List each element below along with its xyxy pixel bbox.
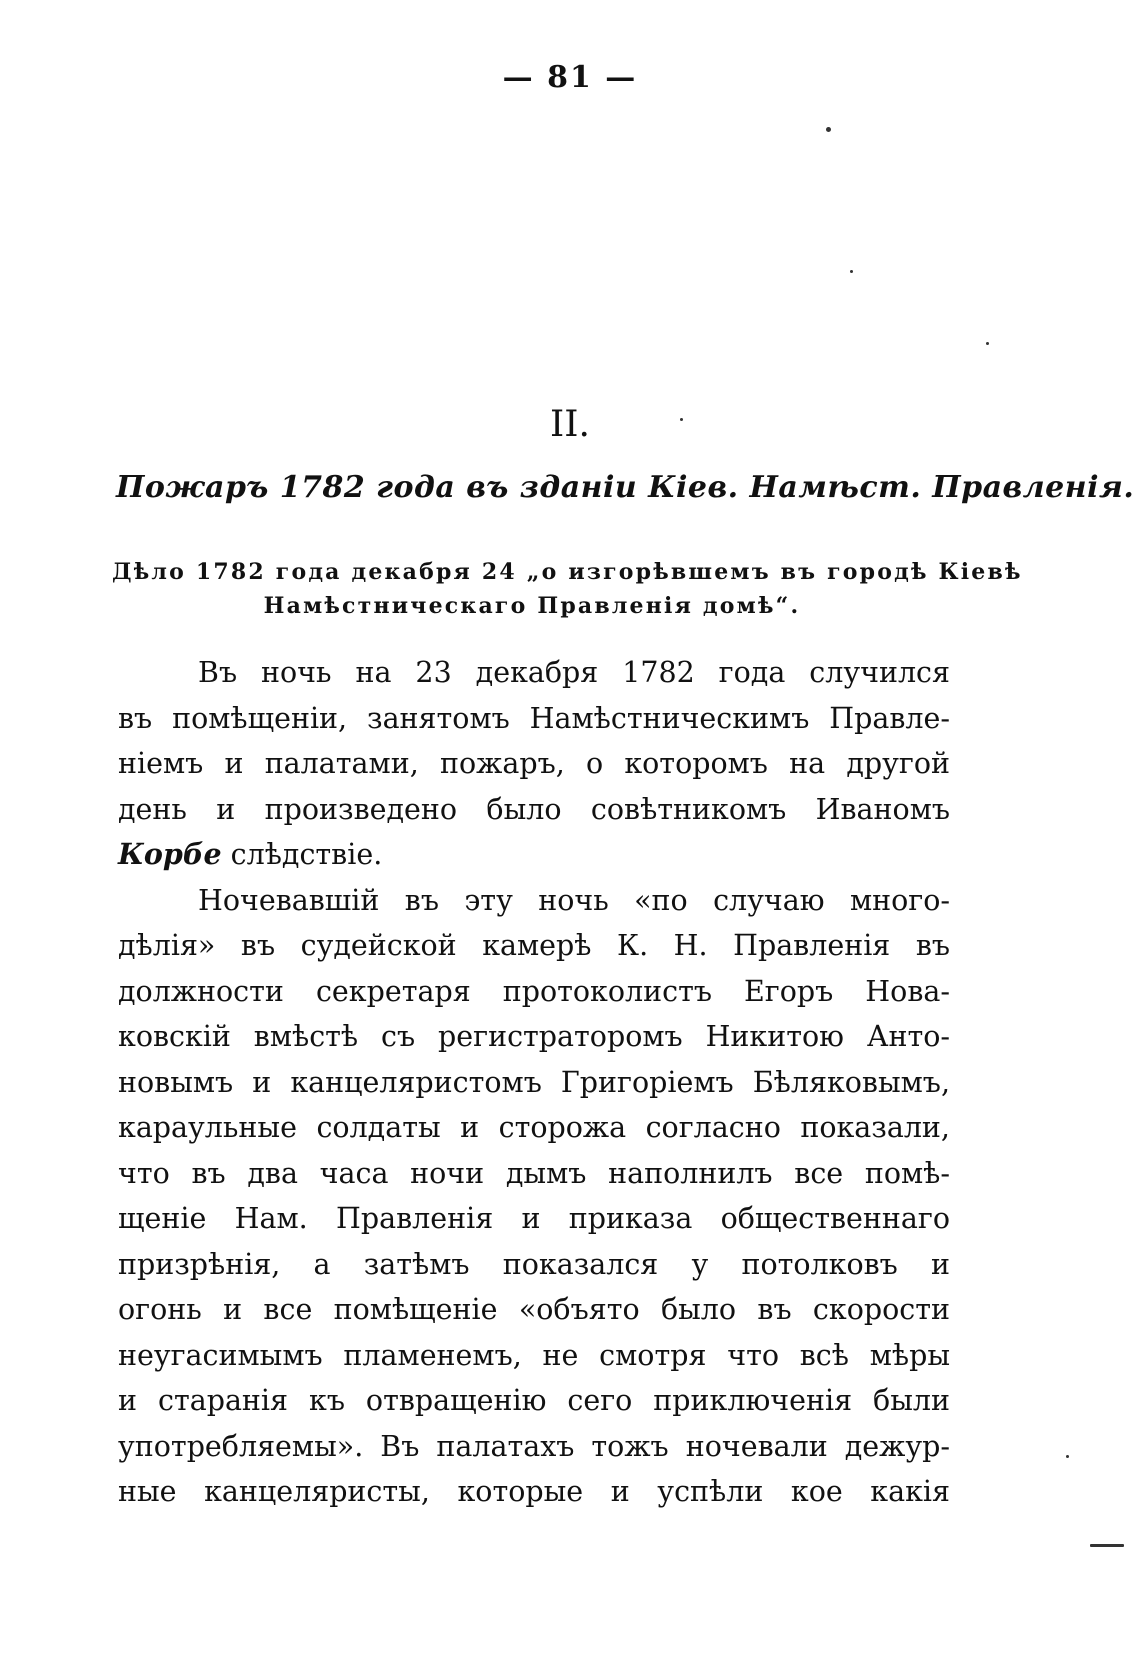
paragraph-line-rest: слѣдствіе. (221, 838, 383, 871)
paragraph-line: ніемъ и палатами, пожаръ, о которомъ на другой (118, 747, 950, 780)
paragraph-line: караульные солдаты и сторожа согласно показали, (118, 1111, 950, 1144)
paragraph-line: щеніе Нам. Правленія и приказа общественнаго (118, 1202, 950, 1235)
paragraph-line (118, 832, 950, 878)
paragraph-line: огонь и все помѣщеніе «объято было въ скорости (118, 1293, 950, 1326)
scan-speck (680, 418, 683, 421)
section-subtitle: Пожаръ 1782 года въ зданіи Кіев. Намѣст. Правленія. (116, 470, 1135, 505)
scan-speck (826, 127, 831, 132)
paragraph-line: неугасимымъ пламенемъ, не смотря что всѣ мѣры (118, 1338, 950, 1372)
paragraph-line: Въ ночь на 23 декабря 1782 года случился (198, 656, 950, 689)
page-number: — 81 — (502, 60, 638, 95)
scan-speck (1066, 1455, 1069, 1458)
body-text (118, 650, 950, 1515)
paragraph-line: и старанія къ отвращенію сего приключенія были (118, 1384, 950, 1417)
paragraph-line: что въ два часа ночи дымъ наполнилъ все помѣ- (118, 1156, 950, 1190)
paragraph-line: ковскій вмѣстѣ съ регистраторомъ Никитою Анто- (118, 1020, 950, 1053)
paragraph-line: дѣлія» въ судейской камерѣ К. Н. Правленія въ (118, 929, 950, 962)
case-title-line: Дѣло 1782 года декабря 24 „о изгорѣвшемъ въ городѣ Кіевѣ (112, 559, 1023, 585)
paragraph-line: день и произведено было совѣтникомъ Иваномъ (118, 792, 950, 826)
paragraph-line: новымъ и канцеляристомъ Григоріемъ Бѣляковымъ, (118, 1065, 950, 1099)
scan-speck (850, 270, 853, 273)
paragraph-line: ные канцеляристы, которые и успѣли кое какія (118, 1475, 950, 1508)
paragraph-line: въ помѣщеніи, занятомъ Намѣстническимъ Правле- (118, 701, 950, 735)
case-title-line: Намѣстническаго Правленія домѣ“. (263, 593, 801, 619)
paragraph-line: призрѣнія, а затѣмъ показался у потолковъ и (118, 1247, 950, 1281)
paragraph-line: употребляемы». Въ палатахъ тожъ ночевали дежур- (118, 1429, 950, 1463)
paragraph-line: Ночевавшій въ эту ночь «по случаю много- (198, 883, 950, 917)
person-name: Корбе (118, 837, 222, 871)
case-title (112, 555, 1023, 623)
scan-dash (1090, 1544, 1124, 1547)
paragraph-line: должности секретаря протоколистъ Егоръ Нова- (118, 974, 950, 1008)
scan-speck (986, 342, 989, 345)
chapter-heading: II. (550, 404, 590, 445)
